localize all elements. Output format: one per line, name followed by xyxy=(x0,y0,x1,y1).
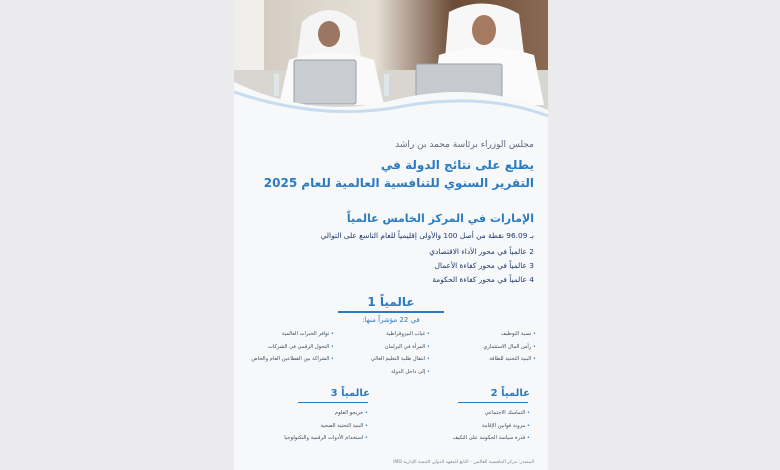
indicator-item: • غياب البيروقراطية xyxy=(371,328,430,341)
cabinet-meeting-photo xyxy=(234,0,548,118)
news-poster xyxy=(234,0,548,470)
indicator-item: • توافر الخبرات العالمية xyxy=(251,328,334,341)
indicator-item: • البنية التحتية الصحية xyxy=(284,420,368,433)
rank3-underline xyxy=(298,402,368,403)
rank3-heading: عالمياً 3 xyxy=(330,388,370,399)
headline-line3: التقرير السنوي للتنافسية العالمية للعام 2025 xyxy=(263,176,534,190)
indicator-item: • المرأة في البرلمان xyxy=(371,341,430,354)
rank1-heading: عالمياً 1 xyxy=(367,295,415,309)
indicator-item: • الشراكة بين القطاعين العام والخاص xyxy=(251,353,334,366)
summary-title: الإمارات في المركز الخامس عالمياً xyxy=(346,212,534,225)
indicator-item: • رأس المال الاستثماري xyxy=(483,341,536,354)
indicator-item: • نسبة التوظيف xyxy=(483,328,536,341)
rank1-column-middle xyxy=(371,328,430,378)
headline-line1: مجلس الوزراء برئاسة محمد بن راشد xyxy=(395,140,534,150)
axis-rank-item: 4 عالمياً في محور كفاءة الحكومة xyxy=(432,275,534,284)
rank2-heading: عالمياً 2 xyxy=(490,388,530,399)
axis-rank-item: 2 عالمياً في محور الأداء الاقتصادي xyxy=(429,247,534,256)
indicator-item: • استخدام الأدوات الرقمية والتكنولوجيا xyxy=(284,432,368,445)
indicator-item: • خريجو العلوم xyxy=(284,407,368,420)
rank1-column-right xyxy=(483,328,536,366)
rank1-column-left xyxy=(251,328,334,366)
indicator-item: • قدرة سياسة الحكومة على التكيف xyxy=(453,432,530,445)
rank1-subheading: في 22 مؤشراً منها: xyxy=(362,316,420,324)
summary-subtitle: بـ 96.09 نقطة من أصل 100 والأولى إقليمياً للعام التاسع على التوالي xyxy=(320,231,534,240)
rank1-underline xyxy=(338,311,444,313)
indicator-item: • التحول الرقمي في الشركات xyxy=(251,341,334,354)
rank2-list xyxy=(453,407,530,445)
source-footer: المصدر: مركز التنافسية العالمي - التابع للمعهد الدولي للتنمية الإدارية IMD xyxy=(393,460,534,465)
rank3-list xyxy=(284,407,368,445)
axis-rank-item: 3 عالمياً في محور كفاءة الأعمال xyxy=(434,261,534,270)
headline-line2: يطلع على نتائج الدولة في xyxy=(380,158,534,172)
rank2-underline xyxy=(458,402,528,403)
indicator-item: • إلى داخل الدولة xyxy=(371,366,430,379)
meeting-illustration xyxy=(234,0,548,118)
indicator-item: • مرونة قوانين الإقامة xyxy=(453,420,530,433)
indicator-item: • انتقال طلبة التعليم العالي xyxy=(371,353,430,366)
indicator-item: • البنية التحتية للطاقة xyxy=(483,353,536,366)
indicator-item: • التماسك الاجتماعي xyxy=(453,407,530,420)
